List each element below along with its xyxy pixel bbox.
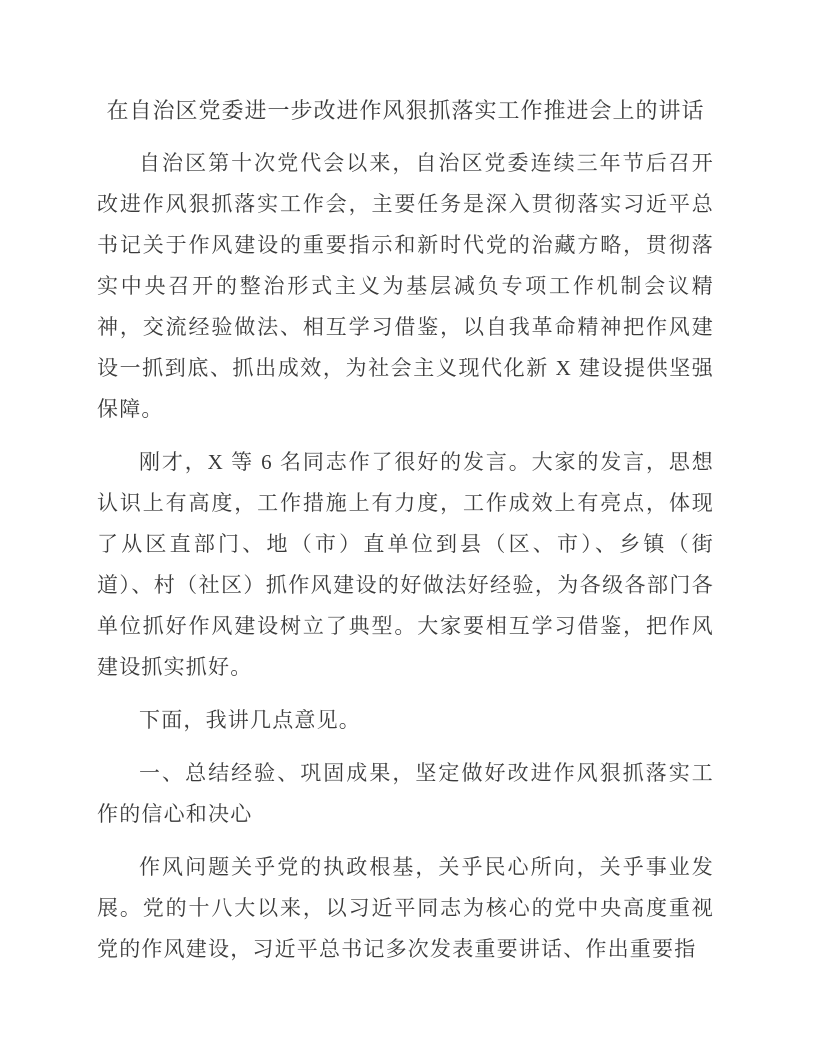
paragraph-speeches-comment: 刚才，X 等 6 名同志作了很好的发言。大家的发言，思想认识上有高度，工作措施上有力度，工作成效上有亮点，体现了从区直部门、地（市）直单位到县（区、市）、乡镇（街道）、村（社区）抓作风建设的好做法好经验，为各级各部门各单位抓好作风建设树立了典型。大家要相互学习借鉴，把作风建设抓实抓好。	[97, 450, 714, 679]
paragraph-intro: 自治区第十次党代会以来，自治区党委连续三年节后召开改进作风狠抓落实工作会，主要任务是深入贯彻落实习近平总书记关于作风建设的重要指示和新时代党的治藏方略，贯彻落实中央召开的整治形式主义为基层减负专项工作机制会议精神，交流经验做法、相互学习借鉴，以自我革命精神把作风建设一抓到底、抓出成效，为社会主义现代化新 X 建设提供坚强保障。	[97, 151, 714, 421]
paragraph-work-style: 作风问题关乎党的执政根基，关乎民心所向，关乎事业发展。党的十八大以来，以习近平同志为核心的党中央高度重视党的作风建设，习近平总书记多次发表重要讲话、作出重要指	[97, 855, 714, 961]
document-title: 在自治区党委进一步改进作风狠抓落实工作推进会上的讲话	[106, 98, 705, 123]
paragraph-transition: 下面，我讲几点意见。	[139, 708, 361, 732]
section-heading-1: 一、总结经验、巩固成果，坚定做好改进作风狠抓落实工作的信心和决心	[97, 761, 714, 826]
